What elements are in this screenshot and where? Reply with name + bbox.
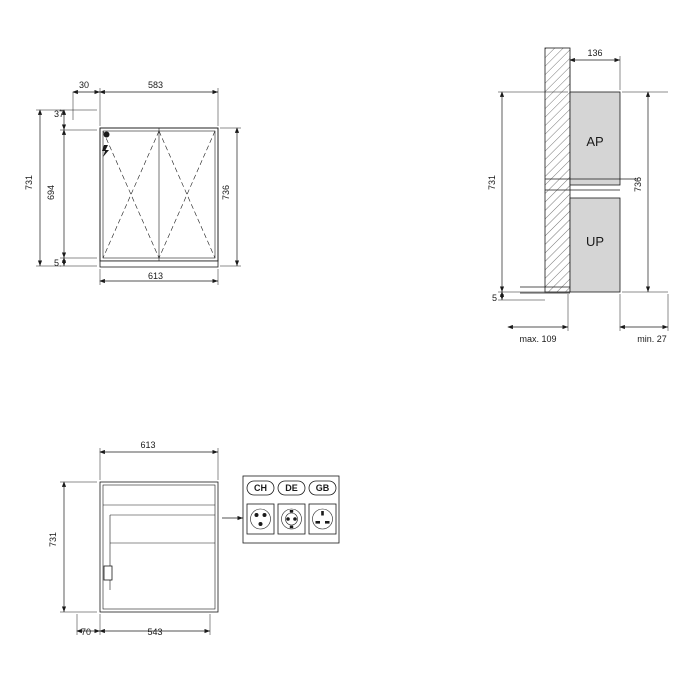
plan-view	[48, 440, 243, 637]
dim-front-30: 30	[79, 80, 90, 90]
dim-side-731: 731	[487, 174, 497, 190]
dim-side-max-109: max. 109	[519, 334, 557, 344]
socket-gb-item	[309, 481, 336, 534]
dim-plan-613: 613	[140, 440, 156, 450]
front-elevation-view	[24, 80, 241, 285]
label-up: UP	[585, 234, 605, 249]
dim-side-5: 5	[492, 293, 498, 303]
dim-front-731: 731	[24, 174, 34, 190]
dim-plan-543: 543	[147, 627, 163, 637]
dim-side-min-27: min. 27	[637, 334, 667, 344]
socket-de-item	[278, 481, 305, 534]
side-section-view	[487, 48, 668, 344]
dim-front-736: 736	[221, 184, 231, 200]
dim-front-37: 37	[54, 109, 65, 119]
dim-front-613: 613	[148, 271, 164, 281]
label-ap: AP	[586, 134, 604, 149]
dim-plan-731: 731	[48, 531, 58, 547]
socket-type-legend	[243, 476, 339, 543]
socket-gb-label: GB	[315, 483, 330, 493]
dim-front-583: 583	[148, 80, 164, 90]
dim-side-136: 136	[587, 48, 603, 58]
dim-side-736: 736	[633, 176, 643, 192]
dim-front-694: 694	[46, 184, 56, 200]
dim-plan-70: 70	[81, 627, 92, 637]
socket-ch-item	[247, 481, 274, 534]
socket-ch-label: CH	[254, 483, 267, 493]
socket-de-label: DE	[285, 483, 298, 493]
dim-front-5: 5	[54, 258, 60, 268]
